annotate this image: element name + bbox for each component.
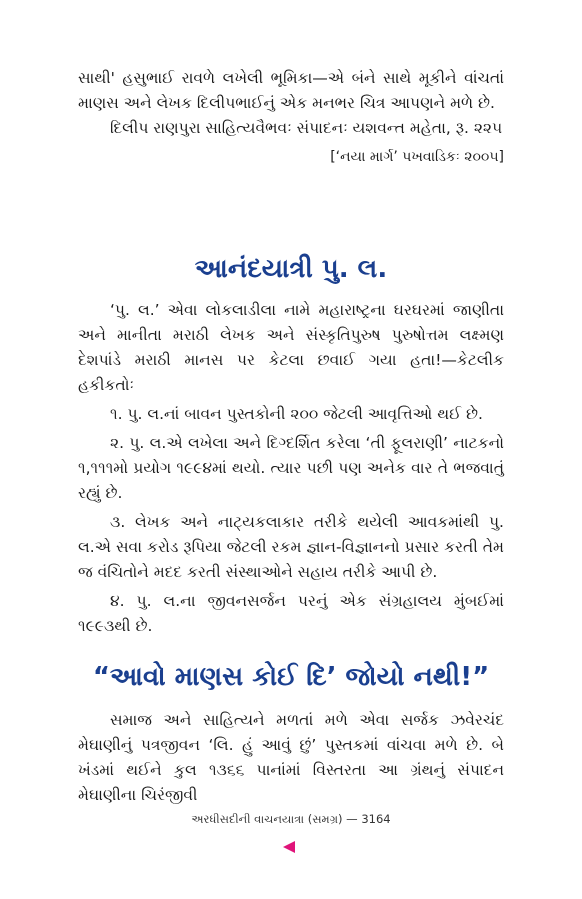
list-item: ૩. લેખક અને નાટ્યકલાકાર તરીકે થયેલી આવકમાંથી પુ. લ.એ સવા કરોડ રૂપિયા જેટલી રકમ જ્ઞાન-વિજ્ઞાનનો પ્રસાર કરતી તેમ જ વંચિતોને મદદ કરતી સંસ્થાઓને સહાય તરીકે આપી છે. (78, 513, 504, 581)
list-item: ૪. પુ. લ.ના જીવનસર્જન પરનું એક સંગ્રહાલય મુંબઈમાં ૧૯૯૩થી છે. (78, 592, 504, 635)
section-heading: આનંદયાત્રી પુ. લ. (194, 254, 388, 284)
section-2-text (78, 298, 504, 639)
paragraph: સાથી' હસુભાઈ રાવળે લખેલી ભૂમિકા—એ બંને સાથે મૂકીને વાંચતાં માણસ અને લેખક દિલીપભાઈનું એક મનભર ચિત્ર આપણને મળે છે. (78, 69, 504, 112)
list-item: ૧. પુ. લ.નાં બાવન પુસ્તકોની ૨૦૦ જેટલી આવૃત્તિઓ થઈ છે. (110, 405, 483, 423)
page-footer: અરધીસદીની વાચનયાત્રા (સમગ્ર) — 3164 (191, 812, 391, 826)
section-3-text (78, 708, 504, 808)
section-heading: “આવો માણસ કોઈ દિ’ જોયો નથી!” (92, 662, 490, 692)
source-citation: [‘નયા માર્ગ’ પખવાડિકઃ ૨૦૦૫] (330, 149, 504, 165)
section-1-text (78, 66, 504, 170)
paragraph: સમાજ અને સાહિત્યને મળતાં મળે એવા સર્જક ઝવેરચંદ મેઘાણીનું પત્રજીવન ‘લિ. હું આવું છું’ પુસ્તકમાં વાંચવા મળે છે. બે ખંડમાં થઈને કુલ ૧૩૬૬ પાનાંમાં વિસ્તરતા આ ગ્રંથનું સંપાદન મેઘાણીના ચિરંજીવી (78, 711, 504, 804)
list-item: ૨. પુ. લ.એ લખેલા અને દિગ્દર્શિત કરેલા ‘તી ફૂલરાણી’ નાટકનો ૧,૧૧૧મો પ્રયોગ ૧૯૯૪માં થયો. ત્યાર પછી પણ અનેક વાર તે ભજવાતું રહ્યું છે. (78, 434, 504, 502)
paragraph: દિલીપ રાણપુરા સાહિત્યવૈભવઃ સંપાદનઃ યશવન્ત મહેતા, રૂ. ૨૨૫ (110, 119, 503, 137)
triangle-left-icon[interactable] (283, 841, 295, 853)
paragraph: ‘પુ. લ.’ એવા લોકલાડીલા નામે મહારાષ્ટ્રના ઘરઘરમાં જાણીતા અને માનીતા મરાઠી લેખક અને સંસ્કૃતિપુરુષ પુરુષોત્તમ લક્ષ્મણ દેશપાંડે મરાઠી માનસ પર કેટલા છવાઈ ગયા હતા!—કેટલીક હકીકતોઃ (78, 301, 504, 394)
